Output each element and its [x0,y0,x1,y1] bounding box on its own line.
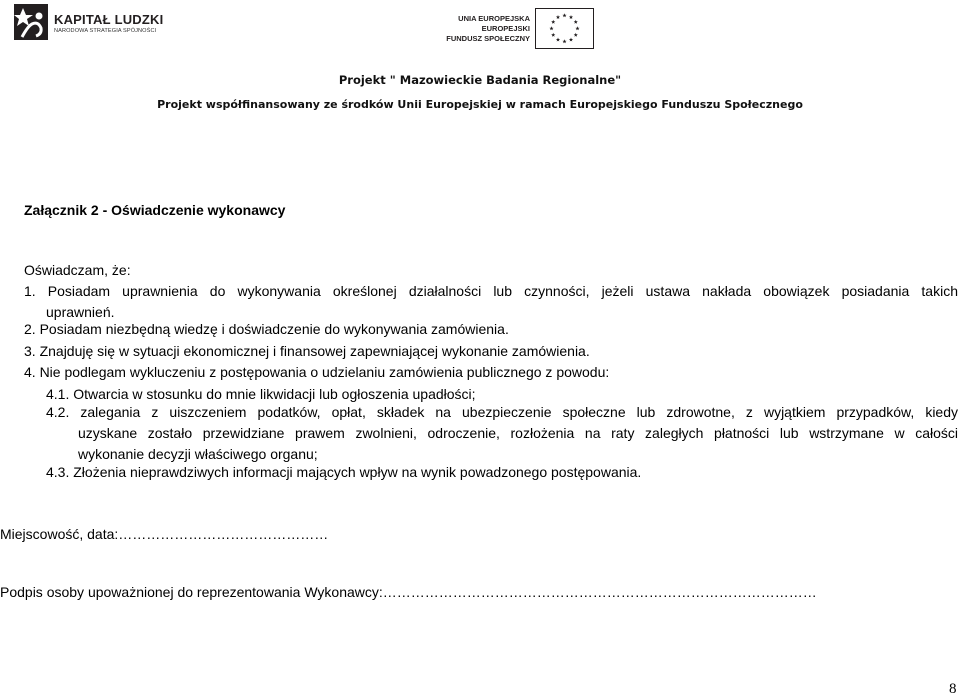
eu-logo-line2: EUROPEJSKI [481,24,530,33]
kapital-ludzki-title: KAPITAŁ LUDZKI [54,12,164,27]
kapital-ludzki-emblem-icon [14,4,48,40]
project-title: Projekt " Mazowieckie Badania Regionalne" [338,73,622,87]
signature-field: Podpis osoby upoważnionej do reprezentowania Wykonawcy:………………………………………………………………………………… [0,584,817,600]
item-1-line-2: uprawnień. [46,304,115,320]
item-4-3: 4.3. Złożenia nieprawdziwych informacji mających wpływ na wynik powadzonego postępowania. [46,464,642,480]
kapital-ludzki-subtitle: NARODOWA STRATEGIA SPÓJNOŚCI [54,28,157,34]
eu-logo-line1: UNIA EUROPEJSKA [458,14,530,23]
item-4-2-line-3: wykonanie decyzji właściwego organu; [78,446,318,462]
eu-logo-line3: FUNDUSZ SPOŁECZNY [446,34,530,43]
place-date-field: Miejscowość, data:……………………………………… [0,526,329,542]
item-4: 4. Nie podlegam wykluczeniu z postępowania o udzielaniu zamówienia publicznego z powodu: [24,364,610,380]
eu-logo-text [446,14,530,44]
item-1-line-1: 1. Posiadam uprawnienia do wykonywania określonej działalności lub czynności, jeżeli ustawa nakłada obowiązek posiadania takich [24,283,958,299]
document-heading: Załącznik 2 - Oświadczenie wykonawcy [24,202,286,218]
item-4-2-line-2: uzyskane zostało przewidziane prawem zwolnieni, odroczenie, rozłożenia na raty zaległych płatności lub wstrzymane w całości [78,425,958,441]
item-4-1: 4.1. Otwarcia w stosunku do mnie likwidacji lub ogłoszenia upadłości; [46,386,476,402]
kapital-ludzki-logo [14,4,174,40]
eu-logo [446,8,596,52]
item-4-2-line-1: 4.2. zalegania z uiszczeniem podatków, opłat, składek na ubezpieczenie społeczne lub zdrowotne, z wyjątkiem przypadków, kiedy [46,404,958,420]
intro-text: Oświadczam, że: [24,262,131,278]
item-3: 3. Znajduję się w sytuacji ekonomicznej i finansowej zapewniającej wykonanie zamówienia. [24,343,590,359]
item-2: 2. Posiadam niezbędną wiedzę i doświadczenie do wykonywania zamówienia. [24,321,509,337]
project-subtitle: Projekt współfinansowany ze środków Unii Europejskiej w ramach Europejskiego Funduszu Społecznego [157,98,803,111]
page-number: 8 [949,681,957,697]
eu-flag-icon [535,8,594,49]
